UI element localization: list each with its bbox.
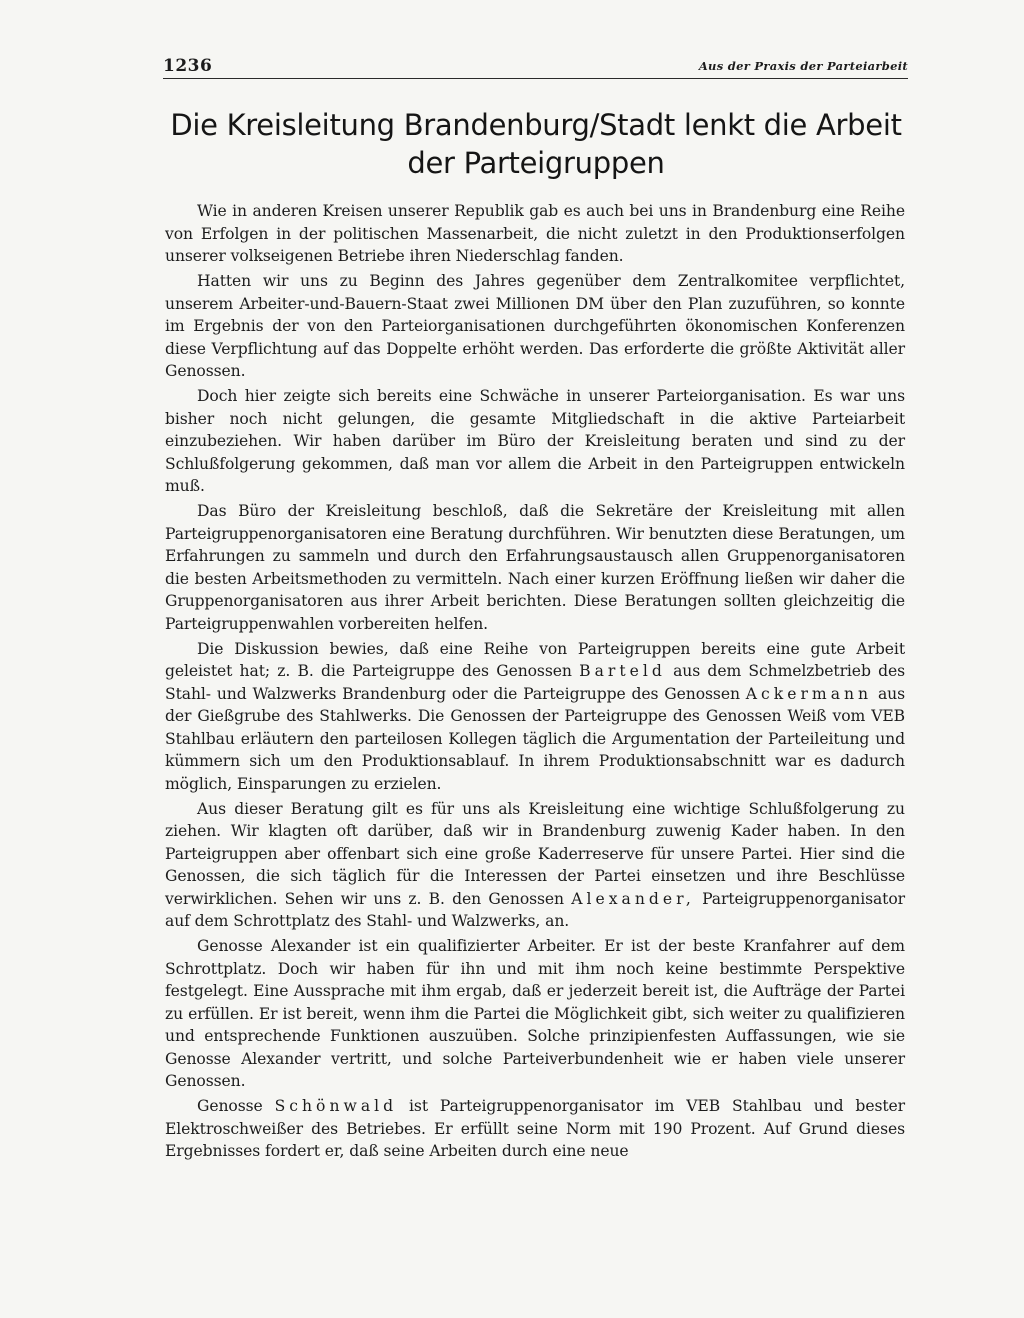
- article-title-line-2: der Parteigruppen: [407, 146, 665, 180]
- paragraph-6-text-b: Parteigruppenorganisator auf dem Schrottplatz des Stahl- und Walzwerks, an.: [165, 889, 905, 930]
- name-ackermann: Ackermann: [745, 684, 873, 703]
- paragraph-1: Wie in anderen Kreisen unserer Republik gab es auch bei uns in Brandenburg eine Reihe von Erfolgen in der politischen Massenarbeit, die nicht zuletzt in den Produktionserfolgen unserer volkseigenen Betriebe ihren Niederschlag fanden.: [165, 202, 905, 265]
- running-head: Aus der Praxis der Parteiarbeit: [698, 59, 908, 73]
- paragraph-2: Hatten wir uns zu Beginn des Jahres gegenüber dem Zentralkomitee verpflichtet, unserem Arbeiter-und-Bauern-Staat zwei Millionen DM über den Plan zuzuführen, so konnte im Ergebnis der von den Parteiorganisationen durchgeführten ökonomischen Konferenzen diese Verpflichtung auf das Doppelte erhöht werden. Das erforderte die größte Aktivität aller Genossen.: [165, 272, 905, 380]
- name-schoenwald: Schönwald: [274, 1097, 398, 1115]
- paragraph-8: [165, 1095, 905, 1163]
- paragraph-5: [165, 638, 905, 796]
- paragraph-7: Genosse Alexander ist ein qualifizierter Arbeiter. Er ist der beste Kranfahrer auf dem Schrottplatz. Doch wir haben für ihn und mit ihm noch keine bestimmte Perspektive festgelegt. Eine Aussprache mit ihm ergab, daß er jederzeit bereit ist, die Aufträge der Partei zu erfüllen. Er ist bereit, wenn ihm die Partei die Möglichkeit gibt, sich weiter zu qualifizieren und entsprechende Funktionen auszuüben. Solche prinzipienfesten Auffassungen, wie sie Genosse Alexander vertritt, und solche Parteiverbundenheit wie er haben viele unserer Genossen.: [165, 937, 905, 1090]
- paragraph-8-text-a: Genosse: [197, 1097, 263, 1115]
- paragraph-4: Das Büro der Kreisleitung beschloß, daß die Sekretäre der Kreisleitung mit allen Parteigruppenorganisatoren eine Beratung durchführen. Wir benutzten diese Beratungen, um Erfahrungen zu sammeln und durch den Erfahrungsaustausch allen Gruppenorganisatoren die besten Arbeitsmethoden zu vermitteln. Nach einer kurzen Eröffnung ließen wir daher die Gruppenorganisatoren aus ihrer Arbeit berichten. Diese Beratungen sollten gleichzeitig die Parteigruppenwahlen vorbereiten helfen.: [165, 502, 905, 633]
- paragraph-6: [165, 798, 905, 933]
- article-body: [165, 200, 905, 1165]
- name-barteld: Barteld: [579, 662, 666, 680]
- paragraph-3: Doch hier zeigte sich bereits eine Schwäche in unserer Parteiorganisation. Es war uns bisher noch nicht gelungen, die gesamte Mitgliedschaft in die aktive Parteiarbeit einzubeziehen. Wir haben darüber im Büro der Kreisleitung beraten und sind zu der Schlußfolgerung gekommen, daß man vor allem die Arbeit in den Parteigruppen entwickeln muß.: [165, 387, 905, 495]
- paragraph-5-text-a: Die Diskussion bewies, daß eine Reihe von Parteigruppen bereits eine gute Arbeit geleistet hat; z. B. die Parteigruppe des Genossen: [165, 639, 905, 680]
- paragraph-5-text-b: aus dem Schmelzbetrieb des Stahl- und Walzwerks Brandenburg oder die Parteigruppe des Genossen: [165, 662, 906, 703]
- paragraph-6-text-a: Aus dieser Beratung gilt es für uns als Kreisleitung eine wichtige Schlußfolgerung zu ziehen. Wir klagten oft darüber, daß wir in Brandenburg zuwenig Kader haben. In den Parteigruppen aber offenbart sich eine große Kaderreserve für unsere Partei. Hier sind die Genossen, die sich täglich für die Interessen der Partei einsetzen und ihre Beschlüsse verwirklichen. Sehen wir uns z. B. den Genossen: [165, 799, 905, 908]
- paragraph-5-text-c: aus der Gießgrube des Stahlwerks. Die Genossen der Parteigruppe des Genossen Weiß vom VEB Stahlbau erläutern den parteilosen Kollegen täglich die Argumentation der Parteileitung und kümmern sich um den Produktionsablauf. In ihrem Produktionsabschnitt war es dadurch möglich, Einsparungen zu erzielen.: [165, 684, 906, 793]
- page-header: [163, 58, 908, 79]
- page-number: 1236: [163, 56, 213, 76]
- article-title: [150, 106, 922, 182]
- paragraph-8-text-b: ist Parteigruppenorganisator im VEB Stahlbau und bester Elektroschweißer des Betriebes. Er erfüllt seine Norm mit 190 Prozent. Auf Grund dieses Ergebnisses fordert er, daß seine Arbeiten durch eine neue: [165, 1097, 905, 1160]
- name-alexander: Alexander,: [571, 889, 695, 908]
- article-title-line-1: Die Kreisleitung Brandenburg/Stadt lenkt die Arbeit: [170, 108, 902, 142]
